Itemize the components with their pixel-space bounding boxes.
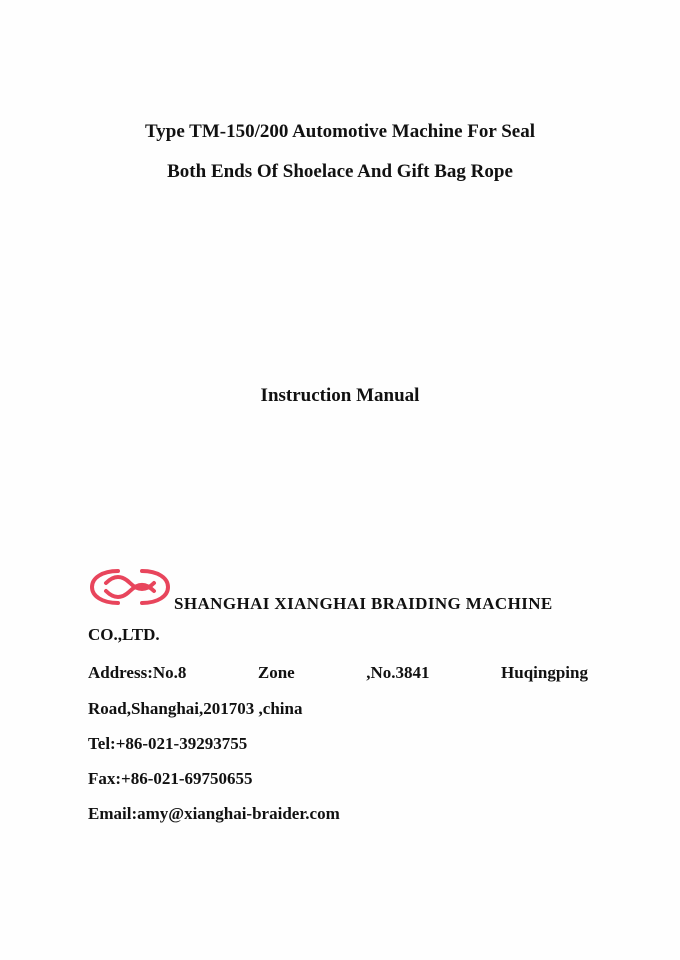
email: Email:amy@xianghai-braider.com [88,804,340,823]
address-part: ,No.3841 [366,663,430,682]
address-part: Huqingping [501,663,588,682]
company-name: SHANGHAI XIANGHAI BRAIDING MACHINE [174,594,553,613]
company-header [88,565,588,613]
fax: Fax:+86-021-69750655 [88,769,253,788]
document-title-line-1: Type TM-150/200 Automotive Machine For Seal [144,121,535,142]
company-contact-block [88,565,588,825]
company-name-suffix: CO.,LTD. [88,625,160,644]
company-logo-icon [88,565,172,609]
address-part: Address:No.8 [88,663,187,682]
document-subtitle: Instruction Manual [260,385,420,406]
document-title-line-2: Both Ends Of Shoelace And Gift Bag Rope [167,161,513,182]
address-part: Zone [257,663,295,682]
address-line-2: Road,Shanghai,201703 ,china [88,699,303,718]
address-line-1 [88,662,588,684]
telephone: Tel:+86-021-39293755 [88,734,248,753]
